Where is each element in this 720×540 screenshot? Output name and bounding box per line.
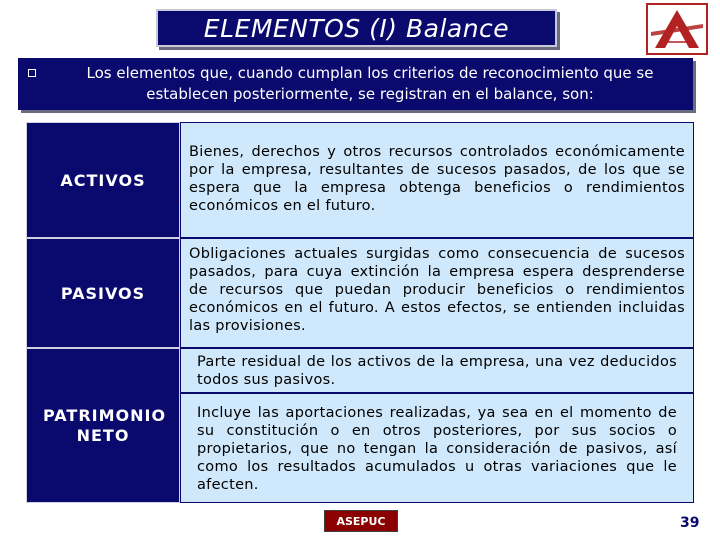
term-pasivos <box>26 238 180 348</box>
intro-text: Los elementos que, cuando cumplan los criterios de reconocimiento que se establecen posteriormente, se registran en el balance, son: <box>86 64 654 103</box>
definition-text: Obligaciones actuales surgidas como consecuencia de sucesos pasados, para cuya extinción la empresa espera desprenderse de recursos que puedan producir beneficios o rendimientos económicos en el futuro. A estos efectos, se entienden incluidas las provisiones. <box>189 246 685 334</box>
square-bullet-icon <box>28 69 36 77</box>
footer-badge: ASEPUC <box>324 510 398 532</box>
definition-patrimonio-neto-aportaciones <box>180 393 694 503</box>
term-label: PASIVOS <box>60 283 146 303</box>
definition-text: Parte residual de los activos de la empresa, una vez deducidos todos sus pasivos. <box>197 354 677 388</box>
term-activos <box>26 122 180 238</box>
definition-activos <box>180 122 694 238</box>
definition-patrimonio-neto-residual <box>180 348 694 393</box>
intro-panel <box>18 58 693 110</box>
definition-text: Bienes, derechos y otros recursos controlados económicamente por la empresa, resultantes de sucesos pasados, de los que se espera que la empresa obtenga beneficios o rendimientos económicos en el futuro. <box>189 144 685 214</box>
definition-pasivos <box>180 238 694 348</box>
term-patrimonio-neto <box>26 348 180 503</box>
term-label: ACTIVOS <box>60 170 146 190</box>
term-label: PATRIMONIO NETO <box>43 405 167 445</box>
institution-logo-icon <box>645 2 709 56</box>
page-title: ELEMENTOS (I) Balance <box>203 13 510 43</box>
page-number: 39 <box>680 515 700 531</box>
title-banner <box>156 9 557 47</box>
definition-text: Incluye las aportaciones realizadas, ya sea en el momento de su constitución o en otros posteriores, por sus socios o propietarios, que no tengan la consideración de pasivos, así como los resultados acumulados u otras variaciones que le afecten. <box>197 405 677 493</box>
